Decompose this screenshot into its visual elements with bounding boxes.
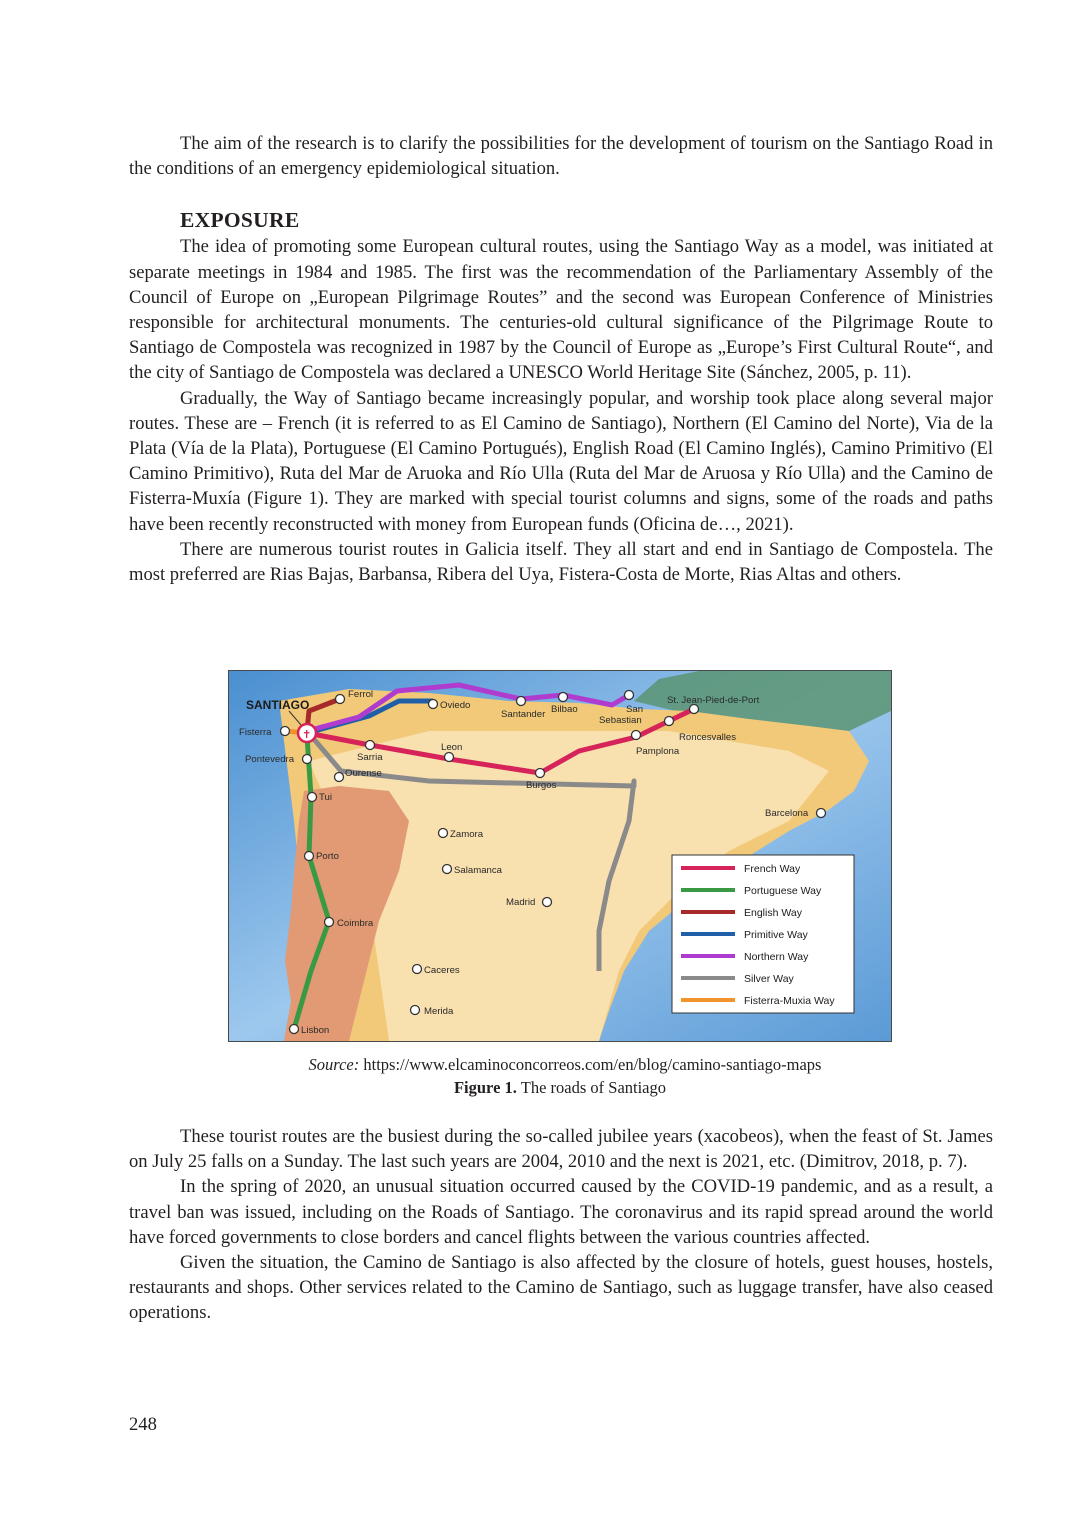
- city-label: Ourense: [345, 768, 382, 779]
- city-marker: [325, 918, 334, 927]
- legend-label: Primitive Way: [744, 929, 808, 941]
- legend-label: Silver Way: [744, 973, 794, 985]
- city-marker: [439, 829, 448, 838]
- city-marker: [817, 809, 826, 818]
- city-marker: [290, 1025, 299, 1034]
- city-marker: [443, 865, 452, 874]
- source-url[interactable]: https://www.elcaminoconcorreos.com/en/blog/camino-santiago-maps: [363, 1055, 822, 1074]
- city-marker: [429, 700, 438, 709]
- city-marker: [517, 697, 526, 706]
- body-paragraph: In the spring of 2020, an unusual situation occurred caused by the COVID-19 pandemic, and as a result, a travel ban was issued, including on the Roads of Santiago. The coronavirus and its rapid spread around the world have forced governments to close borders and cancel flights between the various countries affected.: [129, 1176, 993, 1248]
- figure-caption: [0, 1077, 1080, 1099]
- city-label: Zamora: [450, 829, 484, 840]
- city-marker: [303, 755, 312, 764]
- city-label: Salamanca: [454, 865, 502, 876]
- city-marker: [335, 773, 344, 782]
- city-label: Pamplona: [636, 746, 680, 757]
- body-paragraph: Gradually, the Way of Santiago became increasingly popular, and worship took place along several major routes. These are – French (it is referred to as El Camino de Santiago), Northern (El Camino del Norte), Via de la Plata (Vía de la Plata), Portuguese (El Camino Portugués), English Road (El Camino Inglés), Camino Primitivo (El Camino Primitivo), Ruta del Mar de Aruoka and Río Ulla (Ruta del Mar de Aruosa y Río Ulla) and the Camino de Fisterra-Muxía (Figure 1). They are marked with special tourist columns and signs, some of the roads and paths have been recently reconstructed with money from European funds (Oficina de…, 2021).: [129, 387, 993, 535]
- legend-label: Fisterra-Muxia Way: [744, 995, 835, 1007]
- city-label: Tui: [319, 792, 332, 803]
- city-marker: [336, 695, 345, 704]
- body-paragraph: These tourist routes are the busiest during the so-called jubilee years (xacobeos), when the feast of St. James on July 25 falls on a Sunday. The last such years are 2004, 2010 and the next is 2021, etc. (Dimitrov, 2018, p. 7).: [129, 1126, 993, 1173]
- city-label: Fisterra: [239, 727, 272, 738]
- body-paragraph: The idea of promoting some European cultural routes, using the Santiago Way as a model, was initiated at separate meetings in 1984 and 1985. The first was the recommendation of the Parliamentary Assembly of the Council of Europe on „European Pilgrimage Routes” and the second was European Conference of Ministries responsible for architectural monuments. The centuries-old cultural significance of the Pilgrimage Route to Santiago de Compostela was recognized in 1987 by the Council of Europe as „Europe’s First Cultural Route“, and the city of Santiago de Compostela was declared a UNESCO World Heritage Site (Sánchez, 2005, p. 11).: [129, 236, 993, 384]
- city-label: Lisbon: [301, 1025, 330, 1036]
- legend: [672, 855, 854, 1013]
- source-prefix: Source:: [308, 1055, 360, 1074]
- figure-source: [0, 1054, 1080, 1076]
- city-marker: [445, 753, 454, 762]
- city-marker: [543, 898, 552, 907]
- city-marker: [665, 717, 674, 726]
- body-paragraph: There are numerous tourist routes in Galicia itself. They all start and end in Santiago de Compostela. The most preferred are Rias Bajas, Barbansa, Ribera del Uya, Fistera-Costa de Morte, Rias Altas and others.: [129, 538, 993, 586]
- city-label: Santander: [501, 709, 546, 720]
- city-label: St. Jean-Pied-de-Port: [667, 695, 760, 706]
- city-marker: [536, 769, 545, 778]
- city-label: Ferrol: [348, 689, 374, 700]
- city-marker: [559, 693, 568, 702]
- santiago-routes-map: [228, 670, 892, 1042]
- legend-label: Portuguese Way: [744, 885, 822, 897]
- legend-label: Northern Way: [744, 951, 809, 963]
- continued-text: [129, 1124, 993, 1326]
- caption-text: The roads of Santiago: [520, 1078, 667, 1097]
- city-marker: [308, 793, 317, 802]
- legend-label: English Way: [744, 907, 802, 919]
- city-marker: [366, 741, 375, 750]
- legend-label: French Way: [744, 863, 801, 875]
- city-label: Oviedo: [440, 700, 471, 711]
- santiago-label: SANTIAGO: [246, 698, 310, 712]
- city-label: Merida: [424, 1006, 454, 1017]
- city-label: Bilbao: [551, 704, 578, 715]
- city-label: Sarria: [357, 752, 383, 763]
- main-text: [129, 131, 993, 587]
- city-label: Coimbra: [337, 918, 374, 929]
- city-label: Barcelona: [765, 808, 809, 819]
- city-label: San: [626, 704, 644, 715]
- city-marker: [632, 731, 641, 740]
- city-marker: [625, 691, 634, 700]
- body-paragraph: Given the situation, the Camino de Santiago is also affected by the closure of hotels, guest houses, hostels, restaurants and shops. Other services related to the Camino de Santiago, such as luggage transfer, have also ceased operations.: [129, 1252, 993, 1324]
- page-number: 248: [129, 1414, 157, 1435]
- city-label: Madrid: [506, 897, 536, 908]
- map-svg: [229, 671, 891, 1041]
- city-marker: [413, 965, 422, 974]
- city-label: Roncesvalles: [679, 732, 737, 743]
- city-label: Porto: [316, 851, 339, 862]
- city-marker: [281, 727, 290, 736]
- city-label: Sebastian: [599, 715, 642, 726]
- city-label: Leon: [441, 742, 463, 753]
- cross-icon: ✝: [302, 728, 312, 741]
- city-marker: [305, 852, 314, 861]
- caption-label: Figure 1.: [453, 1078, 517, 1097]
- city-label: Caceres: [424, 965, 460, 976]
- city-label: Pontevedra: [245, 754, 295, 765]
- city-marker: [411, 1006, 420, 1015]
- city-label: Burgos: [526, 780, 557, 791]
- aim-paragraph: The aim of the research is to clarify the possibilities for the development of tourism on the Santiago Road in the conditions of an emergency epidemiological situation.: [129, 133, 993, 180]
- section-heading: EXPOSURE: [180, 208, 300, 233]
